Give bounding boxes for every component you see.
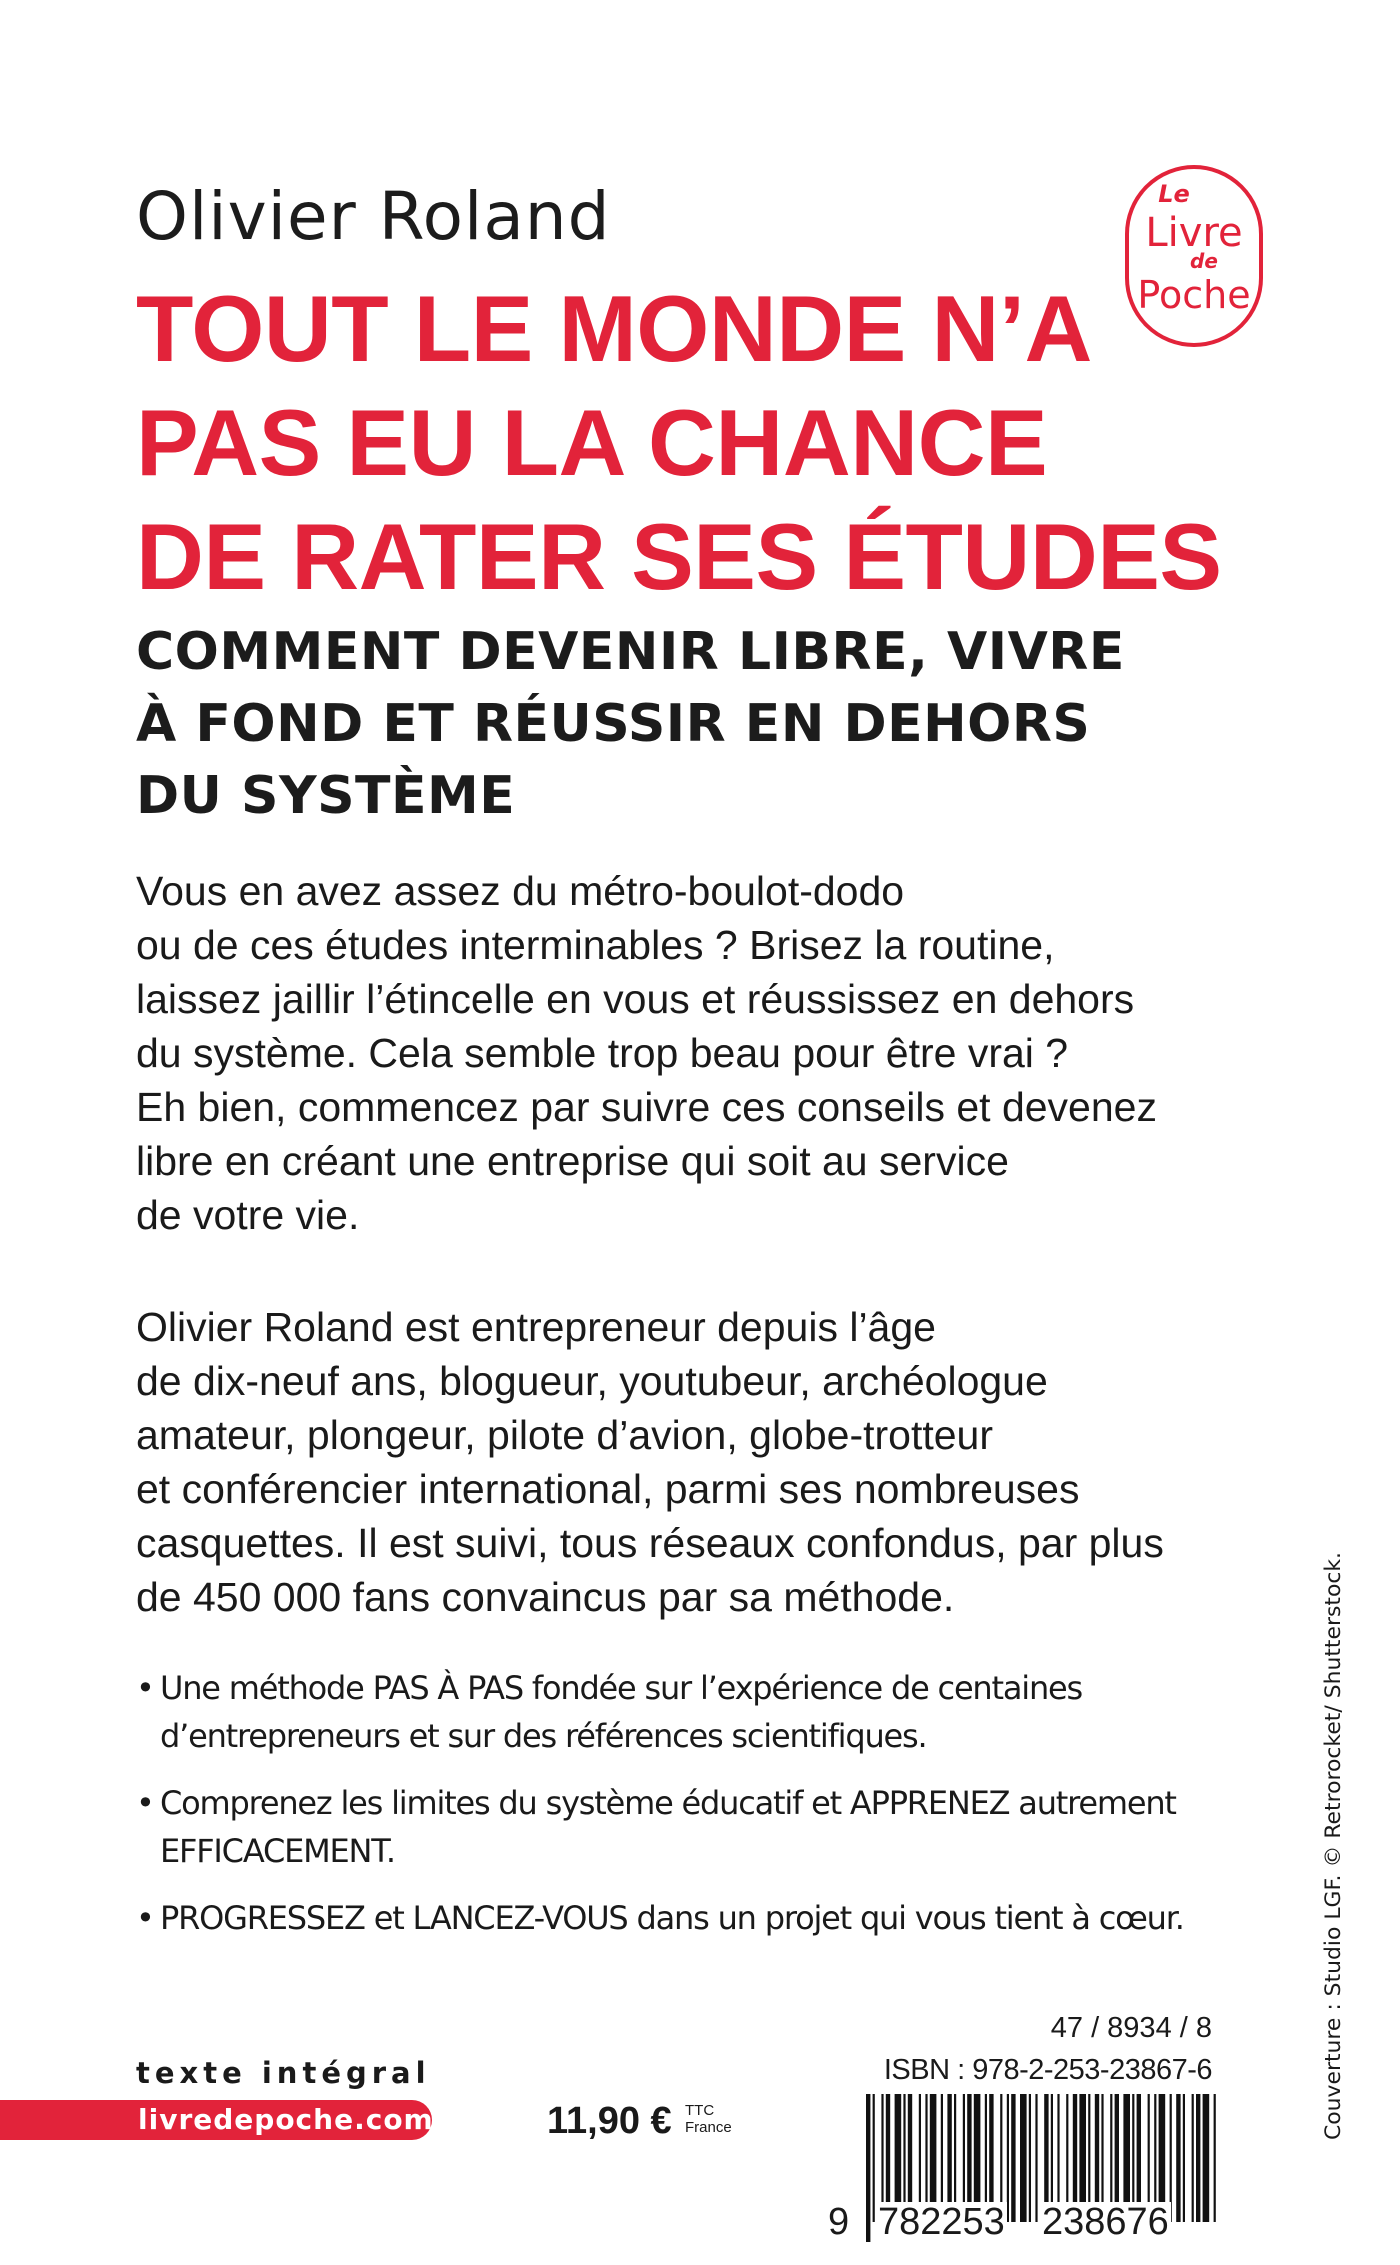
- blurb-line: du système. Cela semble trop beau pour être vrai ?: [136, 1030, 1069, 1076]
- barcode-bar: [1183, 2094, 1185, 2222]
- barcode-bar: [873, 2094, 875, 2222]
- book-title: [136, 272, 1236, 614]
- blurb-line: laissez jaillir l’étincelle en vous et réussissez en dehors: [136, 976, 1135, 1022]
- blurb-paragraph: [136, 864, 1256, 1242]
- blurb-line: de votre vie.: [136, 1192, 360, 1238]
- bullet-line: Comprenez les limites du système éducatif et APPRENEZ autrement: [160, 1784, 1176, 1822]
- barcode-bar: [1029, 2094, 1031, 2222]
- blurb-line: Vous en avez assez du métro-boulot-dodo: [136, 868, 905, 914]
- website-link[interactable]: livredepoche.com: [138, 2103, 434, 2136]
- bullet-line: PROGRESSEZ et LANCEZ-VOUS dans un projet qui vous tient à cœur.: [160, 1899, 1184, 1937]
- barcode-bar: [1176, 2094, 1180, 2222]
- bio-line: Olivier Roland est entrepreneur depuis l’âge: [136, 1304, 936, 1350]
- feature-bullet: [136, 1894, 1256, 1942]
- bio-line: de 450 000 fans convaincus par sa méthode.: [136, 1574, 955, 1620]
- title-line: DE RATER SES ÉTUDES: [136, 504, 1222, 609]
- bio-line: casquettes. Il est suivi, tous réseaux confondus, par plus: [136, 1520, 1164, 1566]
- price: 11,90 €: [547, 2100, 672, 2142]
- bullet-marker: •: [136, 1669, 155, 1707]
- barcode-bar: [866, 2094, 870, 2242]
- author-bio-paragraph: [136, 1300, 1256, 1624]
- barcode-bar: [1203, 2094, 1210, 2222]
- subtitle-line: COMMENT DEVENIR LIBRE, VIVRE: [136, 622, 1125, 682]
- barcode-bar: [1192, 2094, 1194, 2222]
- feature-bullet: [136, 1779, 1256, 1875]
- blurb-line: Eh bien, commencez par suivre ces conseils et devenez: [136, 1084, 1157, 1130]
- barcode-bar: [1007, 2094, 1009, 2222]
- book-subtitle: [136, 616, 1186, 832]
- price-note-line: France: [685, 2119, 732, 2136]
- isbn: ISBN : 978-2-253-23867-6: [883, 2054, 1212, 2086]
- subtitle-line: DU SYSTÈME: [136, 766, 516, 826]
- subtitle-line: À FOND ET RÉUSSIR EN DEHORS: [136, 694, 1091, 754]
- price-note: [685, 2102, 732, 2136]
- barcode-bar: [1020, 2094, 1027, 2222]
- author-name: Olivier Roland: [136, 178, 611, 255]
- bullet-line: d’entrepreneurs et sur des références scientifiques.: [160, 1717, 927, 1755]
- barcode-bar: [1035, 2094, 1037, 2222]
- cover-credit: [1312, 1540, 1352, 2140]
- logo-text-livre: Livre: [1145, 210, 1243, 256]
- barcode-bar: [1011, 2094, 1015, 2222]
- bio-line: de dix-neuf ans, blogueur, youtubeur, archéologue: [136, 1358, 1048, 1404]
- catalog-code: 47 / 8934 / 8: [1050, 2012, 1212, 2044]
- title-line: TOUT LE MONDE N’A: [136, 276, 1092, 381]
- barcode-digit-group: 782253: [878, 2201, 1005, 2243]
- price-note-line: TTC: [685, 2102, 715, 2119]
- bullet-marker: •: [136, 1784, 155, 1822]
- bullet-marker: •: [136, 1899, 155, 1937]
- barcode-bar: [1214, 2094, 1216, 2222]
- barcode-digit-group: 9: [828, 2201, 850, 2243]
- blurb-line: ou de ces études interminables ? Brisez la routine,: [136, 922, 1055, 968]
- texte-integral-label: texte intégral: [136, 2056, 431, 2090]
- feature-bullet-list: [136, 1664, 1256, 1961]
- bio-line: amateur, plongeur, pilote d’avion, globe-trotteur: [136, 1412, 993, 1458]
- feature-bullet: [136, 1664, 1256, 1760]
- title-line: PAS EU LA CHANCE: [136, 390, 1048, 495]
- barcode-bar: [1196, 2094, 1200, 2222]
- bullet-line: EFFICACEMENT.: [160, 1832, 395, 1870]
- cover-credit-text: Couverture : Studio LGF. © Retrorocket/ Shutterstock.: [1321, 1575, 1345, 2140]
- barcode-digit-group: 238676: [1042, 2201, 1169, 2243]
- logo-text-poche: Poche: [1137, 273, 1251, 317]
- blurb-line: libre en créant une entreprise qui soit au service: [136, 1138, 1009, 1184]
- bullet-line: Une méthode PAS À PAS fondée sur l’expérience de centaines: [160, 1669, 1082, 1707]
- logo-text-de: de: [1190, 249, 1218, 273]
- bio-line: et conférencier international, parmi ses nombreuses: [136, 1466, 1080, 1512]
- logo-text-le: Le: [1158, 180, 1190, 208]
